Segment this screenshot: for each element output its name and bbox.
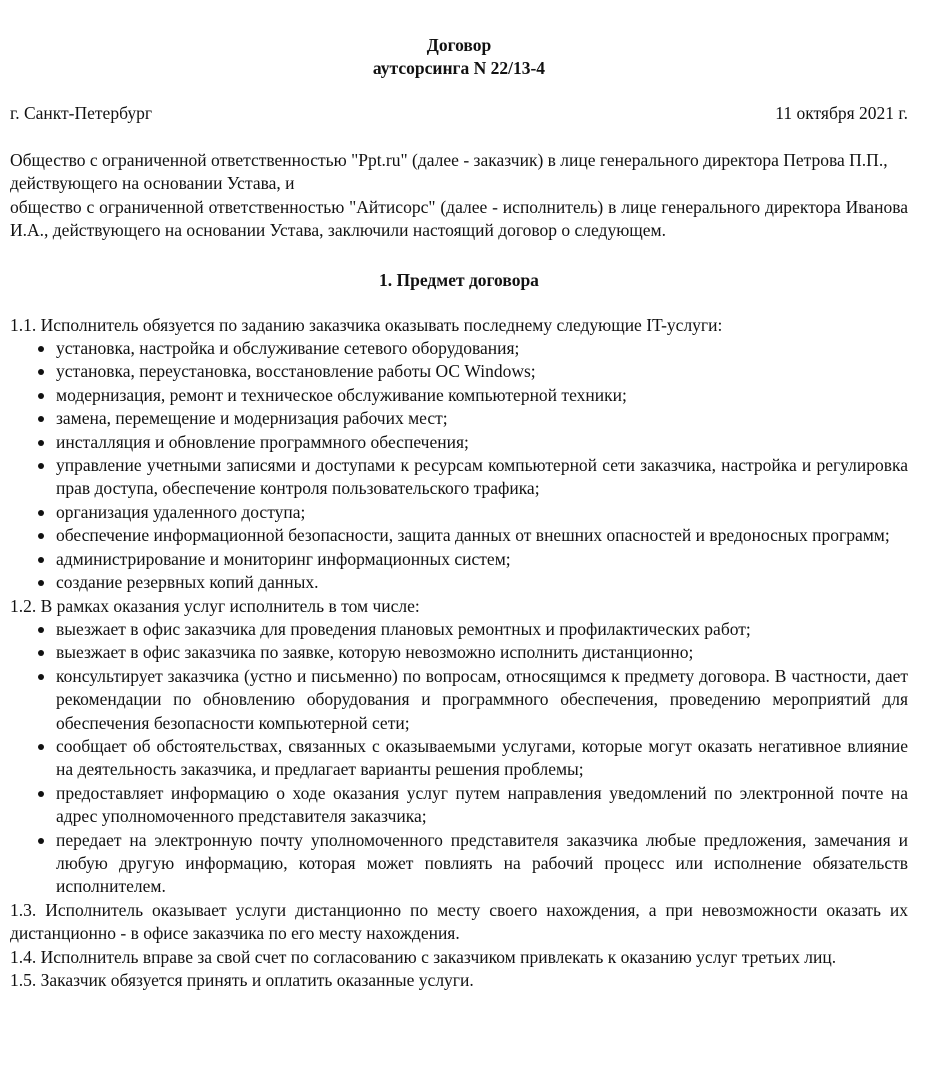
list-item bbox=[10, 782, 908, 829]
list-item-text: сообщает об обстоятельствах, связанных с оказываемыми услугами, которые могут оказать негативное влияние на деятельность заказчика, и предлагает варианты решения проблемы; bbox=[56, 735, 908, 780]
list-item bbox=[10, 407, 908, 430]
bullet-icon bbox=[38, 557, 44, 563]
list-item-text: инсталляция и обновление программного обеспечения; bbox=[56, 431, 469, 452]
list-item-text: предоставляет информацию о ходе оказания услуг путем направления уведомлений по электронной почте на адрес уполномоченного представителя заказчика; bbox=[56, 782, 908, 827]
it-services-list bbox=[10, 337, 908, 594]
list-item-text: создание резервных копий данных. bbox=[56, 572, 319, 593]
list-item bbox=[10, 431, 908, 454]
bullet-icon bbox=[38, 674, 44, 680]
list-item bbox=[10, 384, 908, 407]
list-item-text: администрирование и мониторинг информационных систем; bbox=[56, 548, 511, 569]
bullet-icon bbox=[38, 838, 44, 844]
preamble-party-customer: Общество с ограниченной ответственностью "Ppt.ru" (далее - заказчик) в лице генерального директора Петрова П.П., действующего на основании Устава, и bbox=[10, 150, 888, 194]
list-item bbox=[10, 829, 908, 899]
list-item bbox=[10, 337, 908, 360]
list-item bbox=[10, 665, 908, 735]
bullet-icon bbox=[38, 346, 44, 352]
contract-date: 11 октября 2021 г. bbox=[775, 103, 908, 123]
list-item bbox=[10, 641, 908, 664]
bullet-icon bbox=[38, 627, 44, 633]
list-item bbox=[10, 524, 908, 547]
list-item bbox=[10, 571, 908, 594]
bullet-icon bbox=[38, 440, 44, 446]
list-item-text: выезжает в офис заказчика для проведения плановых ремонтных и профилактических работ; bbox=[56, 618, 751, 639]
clause-1-1: 1.1. Исполнитель обязуется по заданию заказчика оказывать последнему следующие IT-услуги: bbox=[10, 314, 723, 335]
document-title-line2: аутсорсинга N 22/13-4 bbox=[372, 58, 546, 78]
bullet-icon bbox=[38, 416, 44, 422]
preamble-party-contractor: общество с ограниченной ответственностью "Айтисорс" (далее - исполнитель) в лице генерального директора Иванова И.А., действующего на основании Устава, заключили настоящий договор о следующем. bbox=[10, 196, 908, 241]
bullet-icon bbox=[38, 580, 44, 586]
list-item bbox=[10, 618, 908, 641]
bullet-icon bbox=[38, 463, 44, 469]
list-item-text: модернизация, ремонт и техническое обслуживание компьютерной техники; bbox=[56, 384, 627, 405]
clause-1-2: 1.2. В рамках оказания услуг исполнитель в том числе: bbox=[10, 595, 420, 616]
bullet-icon bbox=[38, 510, 44, 516]
list-item-text: управление учетными записями и доступами к ресурсам компьютерной сети заказчика, настройка и регулировка прав доступа, обеспечение контроля пользовательского трафика; bbox=[56, 455, 908, 499]
section-heading-subject: 1. Предмет договора bbox=[379, 269, 539, 290]
document-title-line1: Договор bbox=[426, 35, 492, 55]
bullet-icon bbox=[38, 744, 44, 750]
preamble bbox=[10, 149, 908, 243]
list-item-text: обеспечение информационной безопасности, защита данных от внешних опасностей и вредоносных программ; bbox=[56, 525, 890, 546]
list-item-text: выезжает в офис заказчика по заявке, которую невозможно исполнить дистанционно; bbox=[56, 642, 694, 663]
contractor-duties-list bbox=[10, 618, 908, 899]
bullet-icon bbox=[38, 393, 44, 399]
bullet-icon bbox=[38, 369, 44, 375]
list-item bbox=[10, 735, 908, 782]
clause-1-3: 1.3. Исполнитель оказывает услуги дистанционно по месту своего нахождения, а при невозможности оказать их дистанционно - в офисе заказчика по его месту нахождения. bbox=[10, 899, 908, 944]
bullet-icon bbox=[38, 650, 44, 656]
list-item-text: организация удаленного доступа; bbox=[56, 501, 306, 522]
list-item-text: установка, настройка и обслуживание сетевого оборудования; bbox=[56, 338, 520, 359]
place-date-row bbox=[10, 102, 908, 125]
list-item bbox=[10, 501, 908, 524]
clause-1-5: 1.5. Заказчик обязуется принять и оплатить оказанные услуги. bbox=[10, 970, 474, 990]
list-item-text: установка, переустановка, восстановление работы ОС Windows; bbox=[56, 361, 536, 382]
list-item bbox=[10, 454, 908, 501]
list-item bbox=[10, 360, 908, 383]
contract-city: г. Санкт-Петербург bbox=[10, 103, 152, 123]
list-item bbox=[10, 548, 908, 571]
list-item-text: замена, перемещение и модернизация рабочих мест; bbox=[56, 408, 448, 429]
bullet-icon bbox=[38, 533, 44, 539]
list-item-text: консультирует заказчика (устно и письменно) по вопросам, относящимся к предмету договора. В частности, дает рекомендации по обновлению оборудования и программного обеспечения, проведению мероприятий для обеспечения безопасности компьютерной сети; bbox=[56, 665, 908, 733]
bullet-icon bbox=[38, 791, 44, 797]
clause-1-4: 1.4. Исполнитель вправе за свой счет по согласованию с заказчиком привлекать к оказанию услуг третьих лиц. bbox=[10, 946, 837, 967]
contract-document bbox=[10, 34, 908, 992]
list-item-text: передает на электронную почту уполномоченного представителя заказчика любые предложения, замечания и любую другую информацию, которая может повлиять на рабочий процесс или исполнение обязательств исполнителем. bbox=[56, 829, 908, 897]
